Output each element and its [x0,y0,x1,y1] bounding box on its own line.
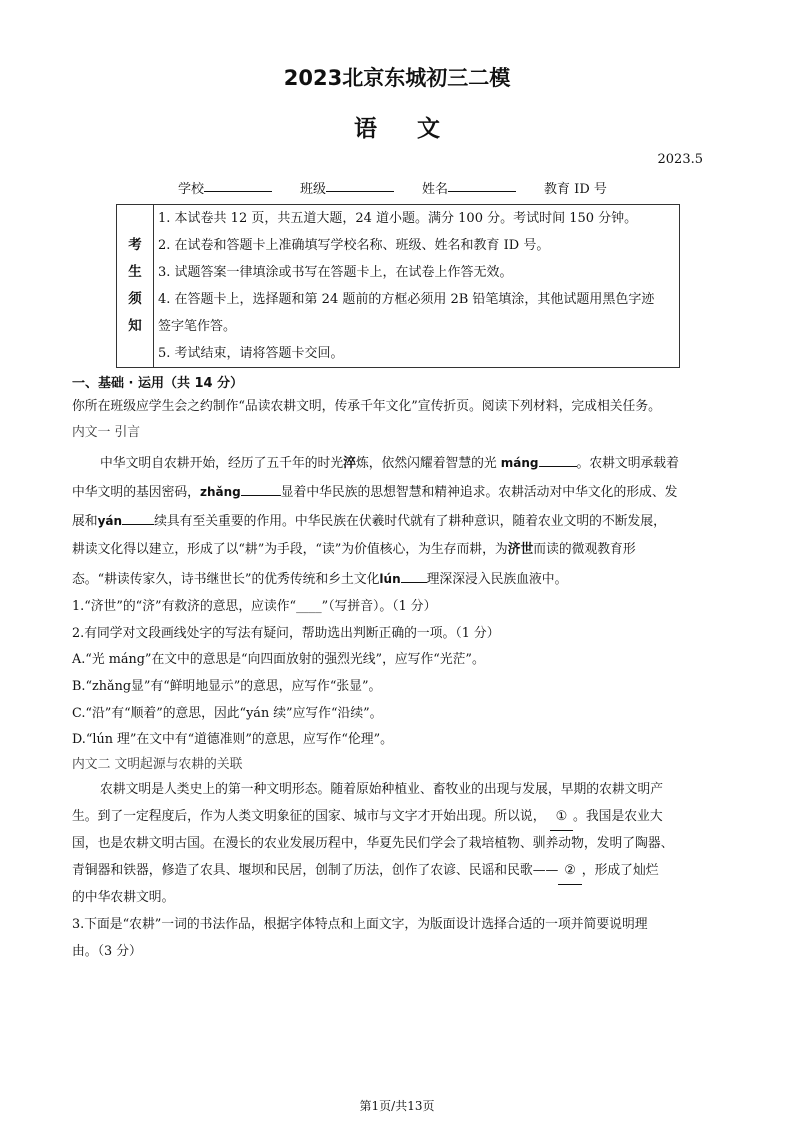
notice-item: 3. 试题答案一律填涂或书写在答题卡上，在试卷上作答无效。 [158,265,513,280]
fill-blank[interactable] [122,512,154,525]
notice-item: 4. 在答题卡上，选择题和第 24 题前的方框必须用 2B 铅笔填涂，其他试题用黑色字迹 [158,292,655,307]
q2-option-c[interactable]: C.“沿”有“顺着”的意思，因此“yán 续”应写作“沿续”。 [72,706,383,721]
notice-item: 1. 本试卷共 12 页，共五道大题，24 道小题。满分 100 分。考试时间 150 分钟。 [158,211,638,226]
text-span: 耕读文化得以建立，形成了以“耕”为手段，“读”为价值核心，为生存而耕，为 [72,542,508,557]
passage1-line [72,566,567,593]
question-1: 1.“济世”的“济”有救济的意思，应读作“____”（写拼音）。（1 分） [72,599,437,614]
passage2-line [72,804,663,831]
passage2-line [72,858,659,885]
fill-blank[interactable] [539,454,577,467]
text-span: 。我国是农业大 [573,809,663,824]
student-info-row [178,178,607,197]
text-span: 中华文明的基因密码， [72,485,200,500]
notice-item: 5. 考试结束，请将答题卡交回。 [158,346,344,361]
notice-item: 签字笔作答。 [158,319,237,334]
side-char: 须 [128,291,142,307]
pinyin: lún [379,572,401,586]
answer-blank-1[interactable]: ① [550,804,573,831]
text-span: 态。“耕读传家久，诗书继世长”的优秀传统和乡土文化 [72,572,380,587]
page-footer: 第1页/共13页 [359,1099,435,1113]
part1-label: 内文一 引言 [72,425,141,440]
text-span: 展和 [72,514,98,529]
text-span: 理深深浸入民族血液中。 [426,572,568,587]
passage2-line: 的中华农耕文明。 [72,890,175,905]
text-span: ，形成了灿烂 [581,863,659,878]
passage1-line [100,450,679,477]
edu-id-label: 教育 ID 号 [544,182,607,197]
exam-notice-box [116,204,680,368]
pinyin: yán [97,514,123,528]
passage2-line: 国，也是农耕文明古国。在漫长的农业发展历程中，华夏先民们学会了栽培植物、驯养动物，发明了陶器、 [72,836,674,851]
question-2: 2.有同学对文段画线处字的写法有疑问，帮助选出判断正确的一项。（1 分） [72,626,500,641]
section-heading: 一、基础 · 运用（共 14 分） [72,376,244,391]
pinyin: máng [500,456,539,470]
exam-date: 2023.5 [657,152,703,167]
side-char: 知 [128,318,142,334]
passage1-line [72,479,677,506]
notice-item: 2. 在试卷和答题卡上准确填写学校名称、班级、姓名和教育 ID 号。 [158,238,550,253]
subject-title: 语文 [354,116,480,142]
exam-title: 2023北京东城初三二模 [283,66,511,90]
class-blank[interactable] [326,178,394,192]
pinyin: zhǎng [199,485,241,499]
passage2-line: 农耕文明是人类史上的第一种文明形态。随着原始种植业、畜牧业的出现与发展，早期的农耕文明产 [100,782,664,797]
school-blank[interactable] [204,178,272,192]
question-3: 3.下面是“农耕”一词的书法作品，根据字体特点和上面文字，为版面设计选择合适的一项并简要说明理 [72,917,648,932]
passage1-line [72,508,666,535]
part2-label: 内文二 文明起源与农耕的关联 [72,757,243,772]
section-intro: 你所在班级应学生会之约制作“品读农耕文明，传承千年文化”宣传折页。阅读下列材料，完成相关任务。 [72,399,661,414]
emphasized-word: 济世 [507,542,534,557]
side-char: 生 [128,264,142,280]
fill-blank[interactable] [401,570,427,583]
q2-option-d[interactable]: D.“lún 理”在文中有“道德准则”的意思，应写作“伦理”。 [72,732,393,747]
class-label: 班级 [300,182,327,197]
text-span: 青铜器和铁器，修造了农具、堰坝和民居，创制了历法，创作了农谚、民谣和民歌—— [72,863,559,878]
text-span: 而读的微观教育形 [533,542,636,557]
q2-option-a[interactable]: A.“光 máng”在文中的意思是“向四面放射的强烈光线”，应写作“光茫”。 [72,652,485,667]
question-3-cont: 由。（3 分） [72,944,142,959]
name-label: 姓名 [422,182,449,197]
text-span: 。农耕文明承载着 [576,456,679,471]
q2-option-b[interactable]: B.“zhǎng显”有“鲜明地显示”的意思，应写作“张显”。 [72,679,382,694]
text-span: 生。到了一定程度后，作为人类文明象征的国家、城市与文字才开始出现。所以说， [72,809,546,824]
text-span: 中华文明自农耕开始，经历了五千年的时光 [100,456,344,471]
text-span: 续具有至关重要的作用。中华民族在伏羲时代就有了耕种意识，随着农业文明的不断发展， [154,514,666,529]
fill-blank[interactable] [241,483,281,496]
emphasized-char: 淬 [343,456,356,471]
passage1-line [72,537,636,563]
answer-blank-2[interactable]: ② [558,858,581,885]
text-span: 炼，依然闪耀着智慧的光 [355,456,497,471]
side-char: 考 [128,237,142,253]
notice-side-label [117,205,154,368]
school-label: 学校 [178,182,205,197]
name-blank[interactable] [448,178,516,192]
text-span: 显着中华民族的思想智慧和精神追求。农耕活动对中华文化的形成、发 [280,485,678,500]
